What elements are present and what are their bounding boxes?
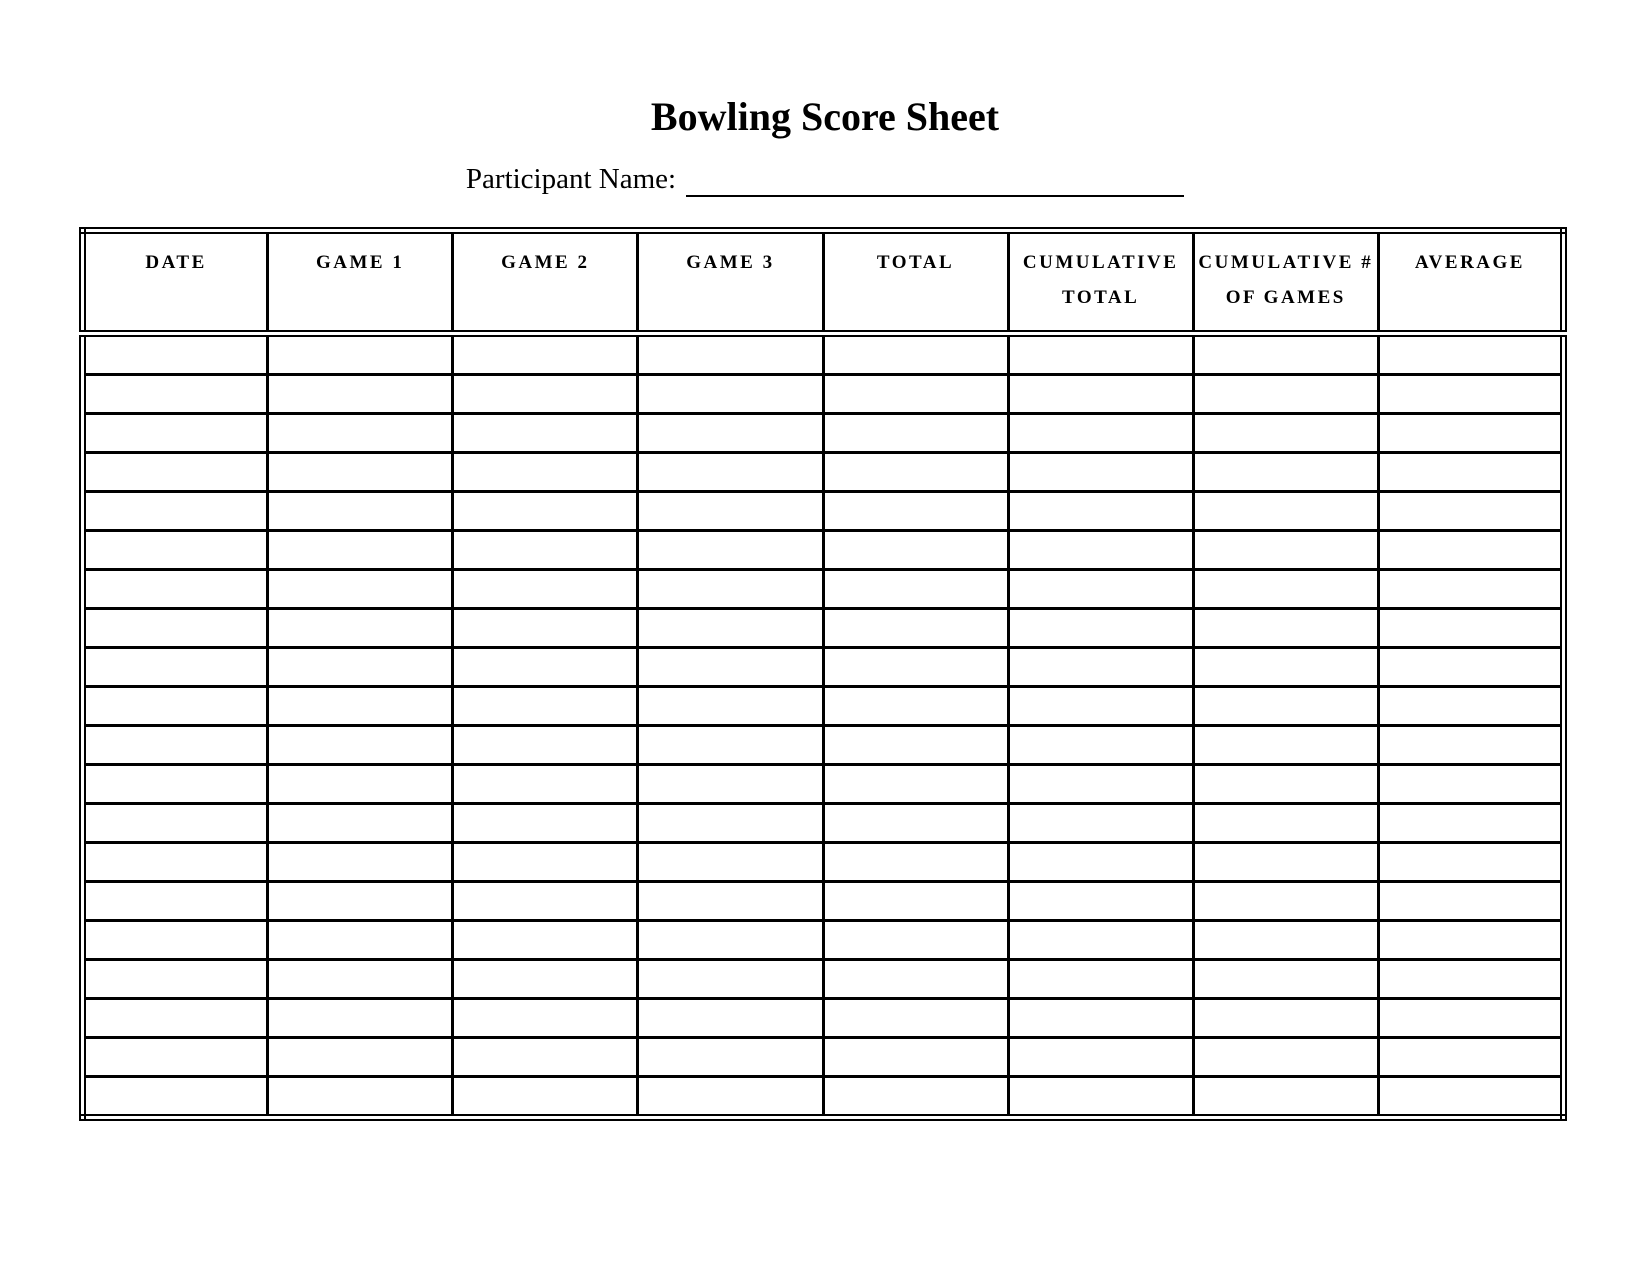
score-cell-average — [1378, 1037, 1563, 1076]
score-cell-cumulative_total — [1008, 803, 1193, 842]
score-cell-total — [823, 725, 1008, 764]
score-cell-game3 — [638, 881, 823, 920]
score-cell-cumulative_games — [1193, 1076, 1378, 1117]
score-row — [83, 608, 1564, 647]
score-cell-game1 — [268, 764, 453, 803]
score-cell-game3 — [638, 686, 823, 725]
score-cell-game3 — [638, 608, 823, 647]
score-cell-cumulative_games — [1193, 959, 1378, 998]
score-cell-date — [83, 569, 268, 608]
score-cell-game3 — [638, 842, 823, 881]
score-row — [83, 413, 1564, 452]
score-cell-game3 — [638, 333, 823, 374]
score-table-header — [83, 230, 1564, 333]
score-cell-cumulative_games — [1193, 686, 1378, 725]
score-cell-date — [83, 686, 268, 725]
score-cell-game3 — [638, 1076, 823, 1117]
score-cell-cumulative_total — [1008, 530, 1193, 569]
score-row — [83, 725, 1564, 764]
score-row — [83, 842, 1564, 881]
score-cell-date — [83, 920, 268, 959]
score-cell-average — [1378, 803, 1563, 842]
score-cell-game2 — [453, 374, 638, 413]
score-cell-game2 — [453, 491, 638, 530]
score-cell-average — [1378, 920, 1563, 959]
score-cell-cumulative_games — [1193, 725, 1378, 764]
score-row — [83, 530, 1564, 569]
score-cell-total — [823, 333, 1008, 374]
score-cell-total — [823, 452, 1008, 491]
score-cell-total — [823, 374, 1008, 413]
score-cell-total — [823, 491, 1008, 530]
score-row — [83, 374, 1564, 413]
score-cell-date — [83, 374, 268, 413]
score-cell-game1 — [268, 842, 453, 881]
score-cell-game3 — [638, 1037, 823, 1076]
score-row — [83, 491, 1564, 530]
score-cell-date — [83, 1076, 268, 1117]
score-cell-cumulative_total — [1008, 842, 1193, 881]
score-cell-average — [1378, 881, 1563, 920]
column-header-cumulative-total: CUMULATIVE TOTAL — [1008, 230, 1193, 333]
score-cell-average — [1378, 569, 1563, 608]
score-table-body — [83, 333, 1564, 1117]
score-cell-game1 — [268, 803, 453, 842]
score-cell-game2 — [453, 647, 638, 686]
score-cell-cumulative_games — [1193, 998, 1378, 1037]
score-cell-game2 — [453, 569, 638, 608]
score-cell-date — [83, 881, 268, 920]
score-cell-cumulative_games — [1193, 1037, 1378, 1076]
score-cell-game1 — [268, 959, 453, 998]
score-cell-date — [83, 959, 268, 998]
score-cell-game1 — [268, 530, 453, 569]
score-cell-game2 — [453, 959, 638, 998]
score-cell-average — [1378, 1076, 1563, 1117]
score-cell-game2 — [453, 920, 638, 959]
score-cell-game3 — [638, 959, 823, 998]
score-cell-game2 — [453, 842, 638, 881]
score-cell-average — [1378, 764, 1563, 803]
score-cell-date — [83, 1037, 268, 1076]
score-cell-game2 — [453, 686, 638, 725]
score-cell-game2 — [453, 1076, 638, 1117]
score-cell-average — [1378, 530, 1563, 569]
score-cell-average — [1378, 413, 1563, 452]
score-cell-cumulative_total — [1008, 998, 1193, 1037]
score-cell-date — [83, 725, 268, 764]
score-cell-total — [823, 803, 1008, 842]
score-cell-total — [823, 1037, 1008, 1076]
score-cell-average — [1378, 686, 1563, 725]
score-cell-cumulative_total — [1008, 959, 1193, 998]
score-cell-game2 — [453, 998, 638, 1037]
score-cell-cumulative_games — [1193, 647, 1378, 686]
score-cell-cumulative_total — [1008, 686, 1193, 725]
score-cell-game2 — [453, 803, 638, 842]
score-cell-game2 — [453, 1037, 638, 1076]
score-cell-game1 — [268, 374, 453, 413]
column-header-game1: GAME 1 — [268, 230, 453, 333]
score-cell-game1 — [268, 1076, 453, 1117]
score-cell-cumulative_total — [1008, 569, 1193, 608]
score-cell-game3 — [638, 998, 823, 1037]
score-cell-average — [1378, 333, 1563, 374]
score-cell-game1 — [268, 725, 453, 764]
score-cell-game3 — [638, 803, 823, 842]
score-cell-game2 — [453, 452, 638, 491]
score-cell-date — [83, 842, 268, 881]
score-cell-average — [1378, 998, 1563, 1037]
score-row — [83, 764, 1564, 803]
score-cell-cumulative_games — [1193, 842, 1378, 881]
score-cell-game3 — [638, 647, 823, 686]
score-cell-date — [83, 333, 268, 374]
score-cell-game3 — [638, 452, 823, 491]
score-cell-date — [83, 764, 268, 803]
score-cell-game2 — [453, 333, 638, 374]
column-header-cumulative-games: CUMULATIVE # OF GAMES — [1193, 230, 1378, 333]
score-cell-cumulative_total — [1008, 374, 1193, 413]
score-cell-game3 — [638, 491, 823, 530]
score-cell-average — [1378, 959, 1563, 998]
score-cell-game1 — [268, 333, 453, 374]
score-cell-average — [1378, 608, 1563, 647]
score-cell-cumulative_total — [1008, 452, 1193, 491]
score-cell-cumulative_games — [1193, 374, 1378, 413]
score-row — [83, 920, 1564, 959]
score-cell-total — [823, 647, 1008, 686]
score-row — [83, 959, 1564, 998]
column-header-total: TOTAL — [823, 230, 1008, 333]
score-cell-game2 — [453, 725, 638, 764]
score-cell-date — [83, 530, 268, 569]
score-cell-cumulative_games — [1193, 452, 1378, 491]
score-row — [83, 686, 1564, 725]
score-cell-game3 — [638, 374, 823, 413]
score-row — [83, 998, 1564, 1037]
column-header-average: AVERAGE — [1378, 230, 1563, 333]
score-cell-game3 — [638, 725, 823, 764]
score-cell-average — [1378, 374, 1563, 413]
score-cell-game3 — [638, 764, 823, 803]
header-row — [83, 230, 1564, 333]
score-cell-total — [823, 686, 1008, 725]
score-cell-total — [823, 881, 1008, 920]
score-cell-game1 — [268, 920, 453, 959]
score-cell-game2 — [453, 608, 638, 647]
score-cell-cumulative_games — [1193, 569, 1378, 608]
score-cell-total — [823, 530, 1008, 569]
score-cell-cumulative_total — [1008, 647, 1193, 686]
score-cell-total — [823, 920, 1008, 959]
participant-name-blank — [686, 163, 1184, 197]
score-cell-cumulative_total — [1008, 608, 1193, 647]
score-cell-total — [823, 959, 1008, 998]
score-cell-date — [83, 413, 268, 452]
score-cell-total — [823, 764, 1008, 803]
score-cell-date — [83, 647, 268, 686]
score-cell-cumulative_games — [1193, 881, 1378, 920]
score-cell-cumulative_games — [1193, 764, 1378, 803]
score-cell-game3 — [638, 920, 823, 959]
score-row — [83, 647, 1564, 686]
score-cell-game1 — [268, 569, 453, 608]
score-cell-total — [823, 608, 1008, 647]
score-cell-game3 — [638, 569, 823, 608]
score-cell-game3 — [638, 413, 823, 452]
score-cell-average — [1378, 725, 1563, 764]
score-cell-game1 — [268, 413, 453, 452]
column-header-game2: GAME 2 — [453, 230, 638, 333]
score-cell-cumulative_total — [1008, 920, 1193, 959]
score-cell-cumulative_total — [1008, 1037, 1193, 1076]
score-row — [83, 1076, 1564, 1117]
score-cell-game2 — [453, 413, 638, 452]
score-cell-date — [83, 998, 268, 1037]
score-cell-game1 — [268, 647, 453, 686]
score-cell-date — [83, 491, 268, 530]
score-table — [79, 227, 1567, 1121]
score-cell-total — [823, 842, 1008, 881]
score-cell-cumulative_total — [1008, 881, 1193, 920]
score-row — [83, 569, 1564, 608]
score-cell-game1 — [268, 608, 453, 647]
score-cell-total — [823, 413, 1008, 452]
participant-name-label: Participant Name: — [465, 163, 677, 195]
score-cell-average — [1378, 647, 1563, 686]
score-cell-cumulative_total — [1008, 333, 1193, 374]
score-cell-cumulative_games — [1193, 333, 1378, 374]
column-header-game3: GAME 3 — [638, 230, 823, 333]
score-cell-cumulative_total — [1008, 1076, 1193, 1117]
score-cell-cumulative_total — [1008, 491, 1193, 530]
score-cell-date — [83, 803, 268, 842]
score-cell-game1 — [268, 998, 453, 1037]
score-row — [83, 1037, 1564, 1076]
score-cell-game2 — [453, 530, 638, 569]
score-cell-game1 — [268, 1037, 453, 1076]
score-row — [83, 881, 1564, 920]
score-cell-cumulative_games — [1193, 413, 1378, 452]
score-cell-cumulative_games — [1193, 803, 1378, 842]
column-header-date: DATE — [83, 230, 268, 333]
score-cell-cumulative_total — [1008, 413, 1193, 452]
score-cell-game3 — [638, 530, 823, 569]
score-cell-total — [823, 998, 1008, 1037]
score-cell-total — [823, 1076, 1008, 1117]
score-cell-average — [1378, 452, 1563, 491]
score-cell-average — [1378, 491, 1563, 530]
score-cell-game1 — [268, 881, 453, 920]
score-cell-cumulative_games — [1193, 920, 1378, 959]
score-row — [83, 803, 1564, 842]
score-cell-game1 — [268, 452, 453, 491]
score-row — [83, 333, 1564, 374]
score-cell-cumulative_total — [1008, 764, 1193, 803]
score-cell-date — [83, 608, 268, 647]
score-cell-total — [823, 569, 1008, 608]
score-cell-cumulative_total — [1008, 725, 1193, 764]
participant-name-row — [0, 162, 1650, 197]
score-cell-game1 — [268, 686, 453, 725]
score-cell-game2 — [453, 764, 638, 803]
score-cell-game1 — [268, 491, 453, 530]
score-cell-date — [83, 452, 268, 491]
score-row — [83, 452, 1564, 491]
score-cell-cumulative_games — [1193, 491, 1378, 530]
score-cell-average — [1378, 842, 1563, 881]
score-cell-game2 — [453, 881, 638, 920]
score-cell-cumulative_games — [1193, 530, 1378, 569]
score-cell-cumulative_games — [1193, 608, 1378, 647]
document-title: Bowling Score Sheet — [650, 94, 1000, 139]
